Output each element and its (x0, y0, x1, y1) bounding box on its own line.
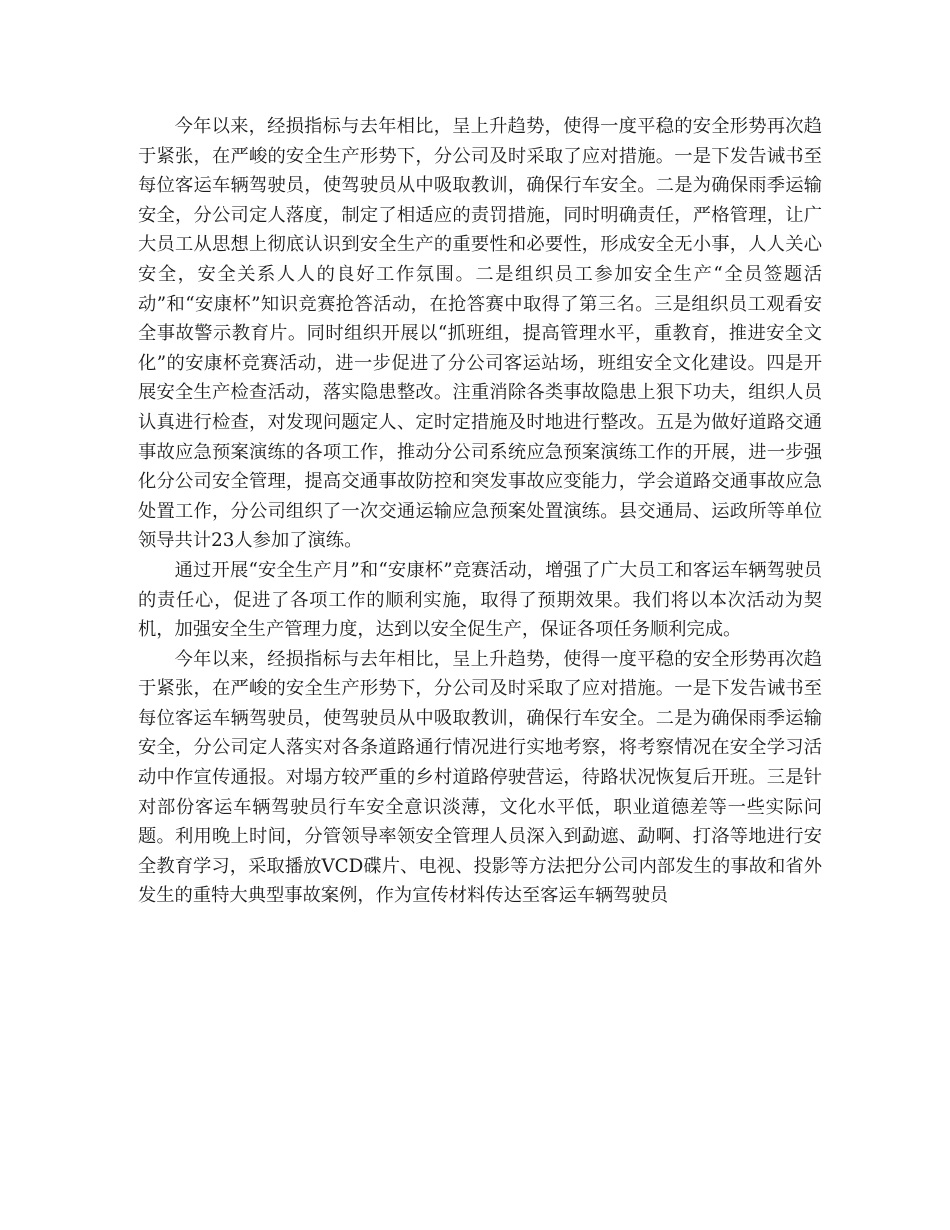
paragraph-2: 通过开展“安全生产月”和“安康杯”竞赛活动，增强了广大员工和客运车辆驾驶员的责任心，促进了各项工作的顺利实施，取得了预期效果。我们将以本次活动为契机，加强安全生产管理力度，达到以安全促生产，保证各项任务顺利完成。 (138, 559, 822, 641)
paragraph-3: 今年以来，经损指标与去年相比，呈上升趋势，使得一度平稳的安全形势再次趋于紧张，在严峻的安全生产形势下，分公司及时采取了应对措施。一是下发告诫书至每位客运车辆驾驶员，使驾驶员从中吸取教训，确保行车安全。二是为确保雨季运输安全，分公司定人落实对各条道路通行情况进行实地考察，将考察情况在安全学习活动中作宣传通报。对塌方较严重的乡村道路停驶营运，待路状况恢复后开班。三是针对部份客运车辆驾驶员行车安全意识淡薄，文化水平低，职业道德差等一些实际问题。利用晚上时间，分管领导率领安全管理人员深入到勐遮、勐啊、打洛等地进行安全教育学习，采取播放VCD碟片、电视、投影等方法把分公司内部发生的事故和省外发生的重特大典型事故案例，作为宣传材料传达至客运车辆驾驶员 (138, 648, 822, 907)
paragraph-1: 今年以来，经损指标与去年相比，呈上升趋势，使得一度平稳的安全形势再次趋于紧张，在严峻的安全生产形势下，分公司及时采取了应对措施。一是下发告诫书至每位客运车辆驾驶员，使驾驶员从中吸取教训，确保行车安全。二是为确保雨季运输安全，分公司定人落度，制定了相适应的责罚措施，同时明确责任，严格管理，让广大员工从思想上彻底认识到安全生产的重要性和必要性，形成安全无小事，人人关心安全，安全关系人人的良好工作氛围。二是组织员工参加安全生产“全员签题活动”和“安康杯”知识竞赛抢答活动，在抢答赛中取得了第三名。三是组织员工观看安全事故警示教育片。同时组织开展以“抓班组，提高管理水平，重教育，推进安全文化”的安康杯竞赛活动，进一步促进了分公司客运站场，班组安全文化建设。四是开展安全生产检查活动，落实隐患整改。注重消除各类事故隐患上狠下功夫，组织人员认真进行检查，对发现问题定人、定时定措施及时地进行整改。五是为做好道路交通事故应急预案演练的各项工作，推动分公司系统应急预案演练工作的开展，进一步强化分公司安全管理，提高交通事故防控和突发事故应变能力，学会道路交通事故应急处置工作，分公司组织了一次交通运输应急预案处置演练。县交通局、运政所等单位领导共计23人参加了演练。 (138, 116, 822, 552)
document-body (138, 112, 822, 911)
